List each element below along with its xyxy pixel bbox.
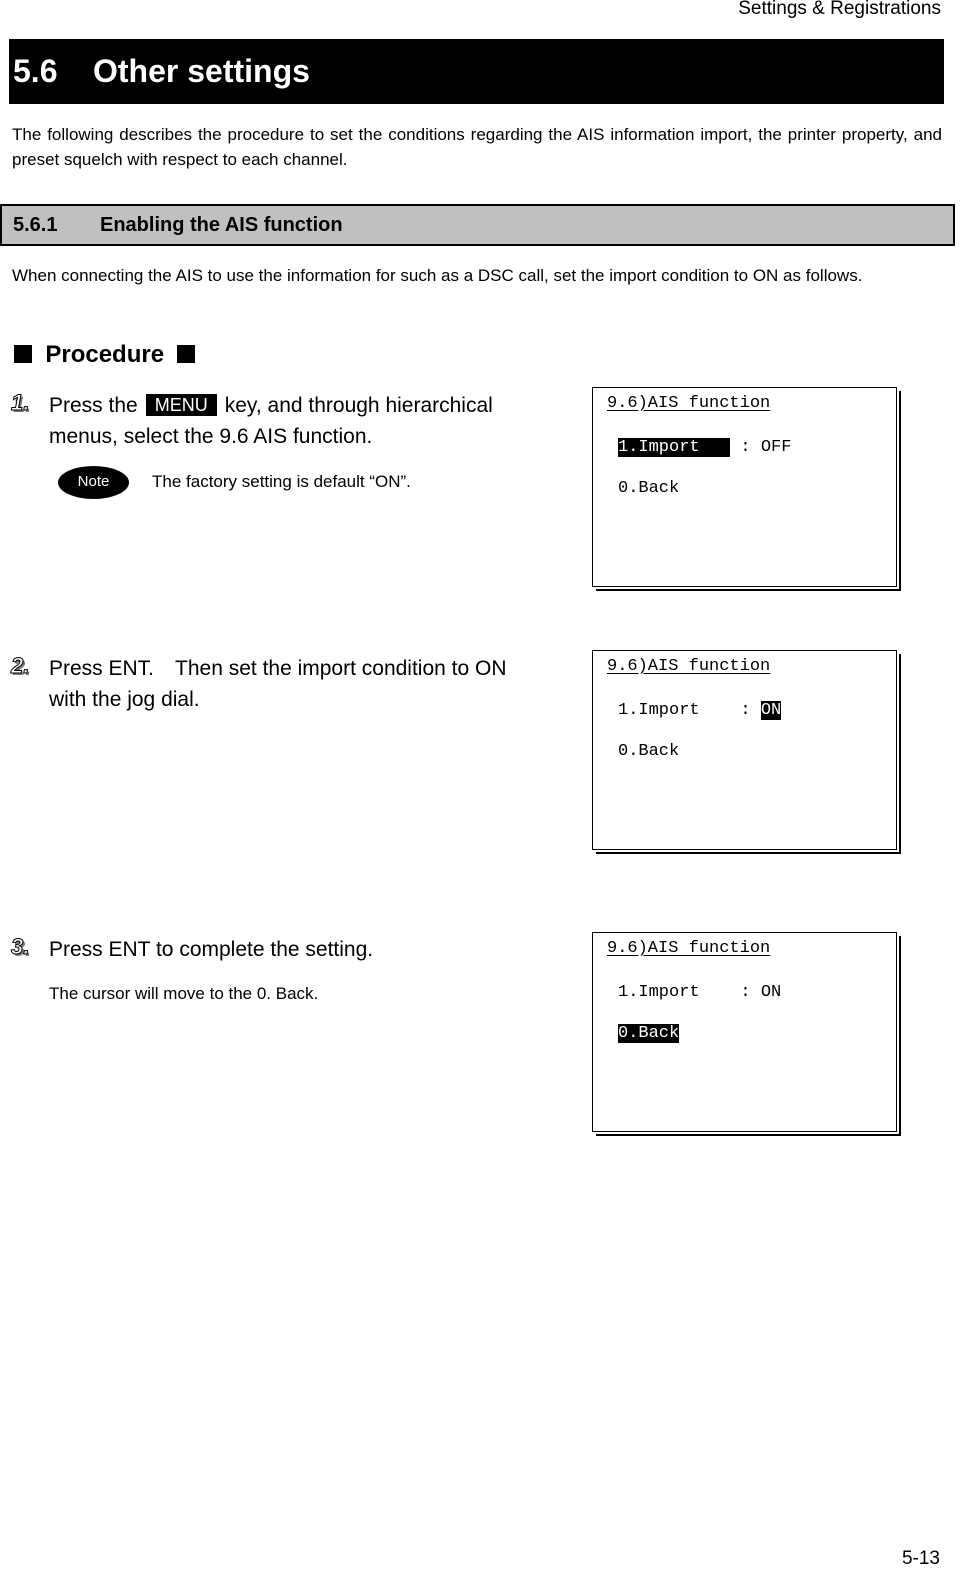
- subsection-title: Enabling the AIS function: [100, 214, 343, 236]
- note-badge: Note: [58, 466, 129, 499]
- step-1-text: [49, 390, 549, 452]
- section-title: Other settings: [93, 53, 310, 89]
- note-text: The factory setting is default “ON”.: [152, 472, 411, 491]
- step-1-number: 1.: [11, 390, 30, 415]
- procedure-title: Procedure: [45, 341, 165, 368]
- import-separator: :: [740, 983, 751, 1002]
- section-heading: [9, 39, 944, 104]
- step-1-text-before: Press the: [49, 394, 138, 417]
- import-value: OFF: [760, 438, 792, 457]
- page-number: 5-13: [901, 1548, 940, 1569]
- subsection-text: When connecting the AIS to use the information for such as a DSC call, set the import condition to ON as follows.: [12, 266, 863, 285]
- section-number: 5.6: [13, 53, 58, 89]
- import-label: 1.Import: [618, 438, 731, 457]
- step-2-number: 2.: [11, 653, 30, 678]
- import-value: ON: [760, 983, 782, 1002]
- lcd-screen-3: [592, 932, 897, 1132]
- running-header: Settings & Registrations: [738, 0, 941, 19]
- screen-title: 9.6)AIS function: [607, 939, 771, 958]
- import-label: 1.Import: [618, 983, 731, 1002]
- lcd-screen-1: [592, 387, 897, 587]
- screen-title: 9.6)AIS function: [607, 657, 771, 676]
- import-value: ON: [760, 701, 782, 720]
- import-separator: :: [740, 438, 751, 457]
- step-3-subtext: The cursor will move to the 0. Back.: [49, 984, 319, 1003]
- section-intro: The following describes the procedure to set the conditions regarding the AIS information import, the printer property, and preset squelch with respect to each channel.: [12, 125, 942, 169]
- back-row: 0.Back: [618, 479, 680, 498]
- square-bullet-icon: [177, 345, 195, 363]
- subsection-number: 5.6.1: [13, 214, 58, 236]
- back-row: 0.Back: [618, 1024, 680, 1043]
- square-bullet-icon: [14, 345, 32, 363]
- subsection-heading: [0, 204, 955, 246]
- menu-key: MENU: [146, 394, 217, 416]
- import-row: [618, 983, 781, 1002]
- screen-title: 9.6)AIS function: [607, 394, 771, 413]
- lcd-screen-2: [592, 650, 897, 850]
- step-1-text-after: key, and through hierarchical menus, select the 9.6 AIS function.: [49, 394, 493, 448]
- import-separator: :: [740, 701, 751, 720]
- import-row: [618, 701, 781, 720]
- step-2-text: Press ENT. Then set the import condition to ON with the jog dial.: [49, 657, 507, 711]
- step-3-text: Press ENT to complete the setting.: [49, 938, 374, 961]
- back-row: 0.Back: [618, 742, 680, 761]
- step-3-number: 3.: [11, 934, 30, 959]
- import-row: [618, 438, 791, 457]
- import-label: 1.Import: [618, 701, 731, 720]
- procedure-heading: [14, 338, 195, 372]
